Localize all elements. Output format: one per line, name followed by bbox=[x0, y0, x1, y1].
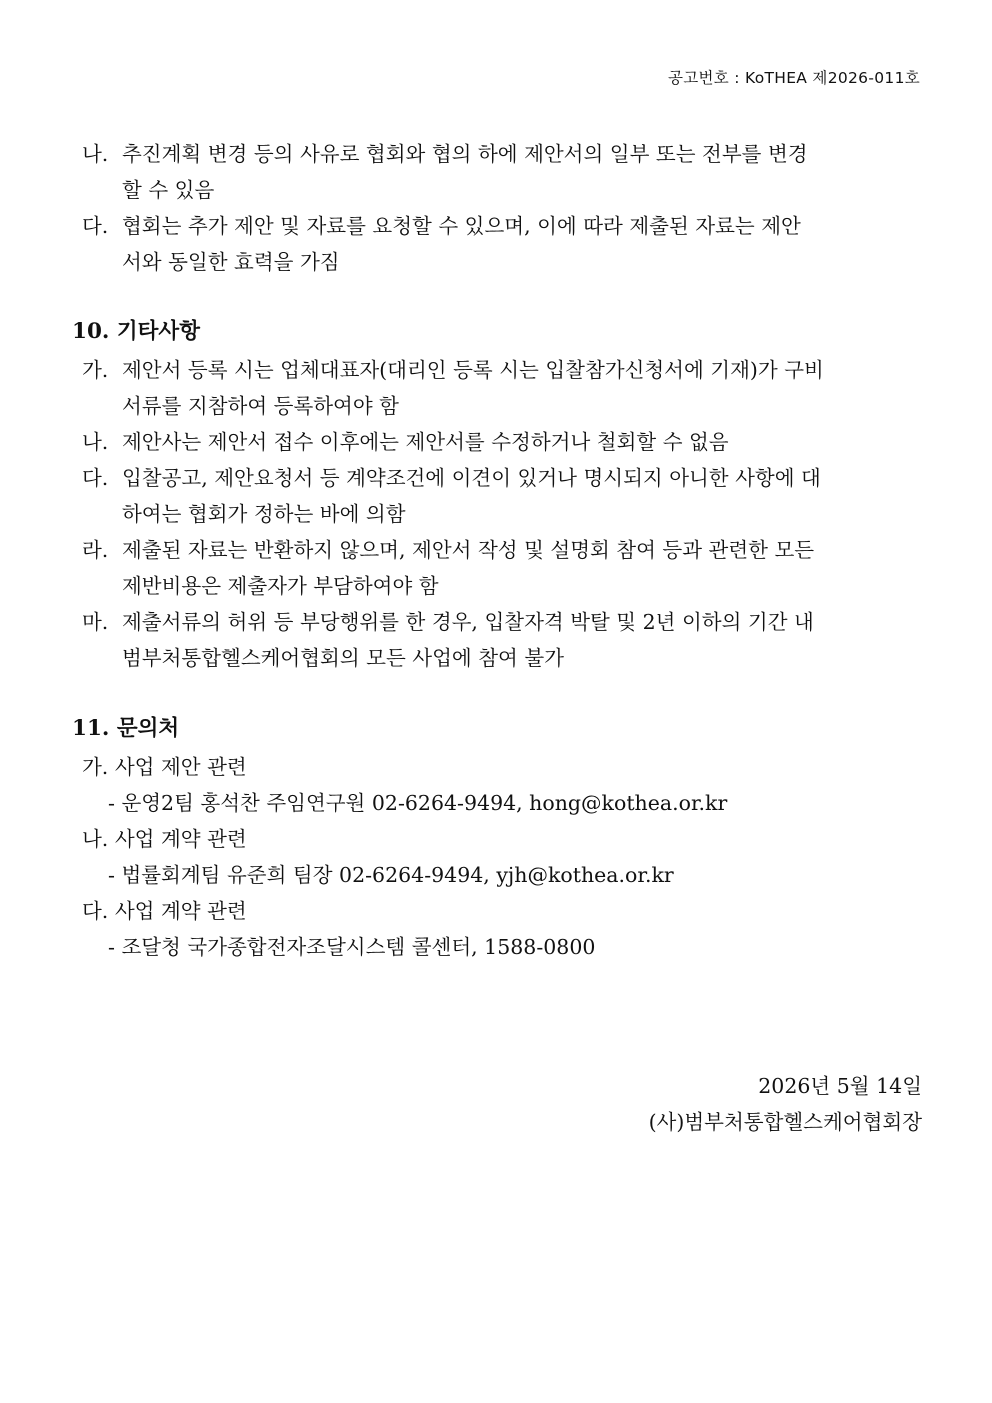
item-line: 추진계획 변경 등의 사유로 협회와 협의 하에 제안서의 일부 또는 전부를 변경 bbox=[122, 142, 808, 166]
item-marker: 마. bbox=[82, 610, 109, 634]
item-marker: 다. bbox=[82, 466, 109, 490]
item-line: 입찰공고, 제안요청서 등 계약조건에 이견이 있거나 명시되지 아니한 사항에 대 bbox=[122, 466, 821, 490]
list-item bbox=[72, 136, 922, 208]
item-line: 서류를 지참하여 등록하여야 함 bbox=[122, 394, 399, 418]
section-title: 11. 문의처 bbox=[72, 716, 180, 741]
continued-items bbox=[72, 136, 922, 280]
list-item bbox=[72, 352, 922, 424]
list-item bbox=[72, 604, 922, 676]
contact-detail: - 법률회계팀 유준희 팀장 02-6264-9494, yjh@kothea.or.kr bbox=[108, 863, 674, 887]
item-marker: 가. bbox=[82, 358, 109, 382]
item-line: 제출서류의 허위 등 부당행위를 한 경우, 입찰자격 박탈 및 2년 이하의 기간 내 bbox=[122, 610, 814, 634]
item-line: 제안서 등록 시는 업체대표자(대리인 등록 시는 입찰참가신청서에 기재)가 구비 bbox=[122, 358, 824, 382]
item-marker: 나. bbox=[82, 142, 109, 166]
contact-detail: - 운영2팀 홍석찬 주임연구원 02-6264-9494, hong@kothea.or.kr bbox=[108, 791, 728, 815]
item-line: 하여는 협회가 정하는 바에 의함 bbox=[122, 502, 406, 526]
item-line: 제반비용은 제출자가 부담하여야 함 bbox=[122, 574, 439, 598]
section-10-items bbox=[72, 352, 922, 676]
list-item bbox=[72, 208, 922, 280]
item-line: 할 수 있음 bbox=[122, 178, 215, 202]
item-line: 제안사는 제안서 접수 이후에는 제안서를 수정하거나 철회할 수 없음 bbox=[122, 430, 729, 454]
contact-label: 다. 사업 계약 관련 bbox=[82, 899, 247, 923]
contact-detail: - 조달청 국가종합전자조달시스템 콜센터, 1588-0800 bbox=[108, 935, 596, 959]
item-line: 협회는 추가 제안 및 자료를 요청할 수 있으며, 이에 따라 제출된 자료는 제안 bbox=[122, 214, 801, 238]
contact-label: 나. 사업 계약 관련 bbox=[82, 827, 247, 851]
section-title: 10. 기타사항 bbox=[72, 319, 200, 344]
item-marker: 다. bbox=[82, 214, 109, 238]
list-item bbox=[72, 460, 922, 532]
item-line: 제출된 자료는 반환하지 않으며, 제안서 작성 및 설명회 참여 등과 관련한 모든 bbox=[122, 538, 815, 562]
issue-date: 2026년 5월 14일 bbox=[758, 1074, 922, 1098]
list-item bbox=[72, 532, 922, 604]
notice-number: 공고번호 : KoTHEA 제2026-011호 bbox=[667, 69, 920, 87]
contact-list bbox=[72, 749, 922, 965]
item-line: 서와 동일한 효력을 가짐 bbox=[122, 250, 340, 274]
item-line: 범부처통합헬스케어협회의 모든 사업에 참여 불가 bbox=[122, 646, 564, 670]
item-marker: 나. bbox=[82, 430, 109, 454]
list-item bbox=[72, 424, 922, 460]
contact-label: 가. 사업 제안 관련 bbox=[82, 755, 247, 779]
signature-block bbox=[649, 1068, 922, 1140]
organization-name: (사)범부처통합헬스케어협회장 bbox=[648, 1110, 922, 1134]
item-marker: 라. bbox=[82, 538, 109, 562]
